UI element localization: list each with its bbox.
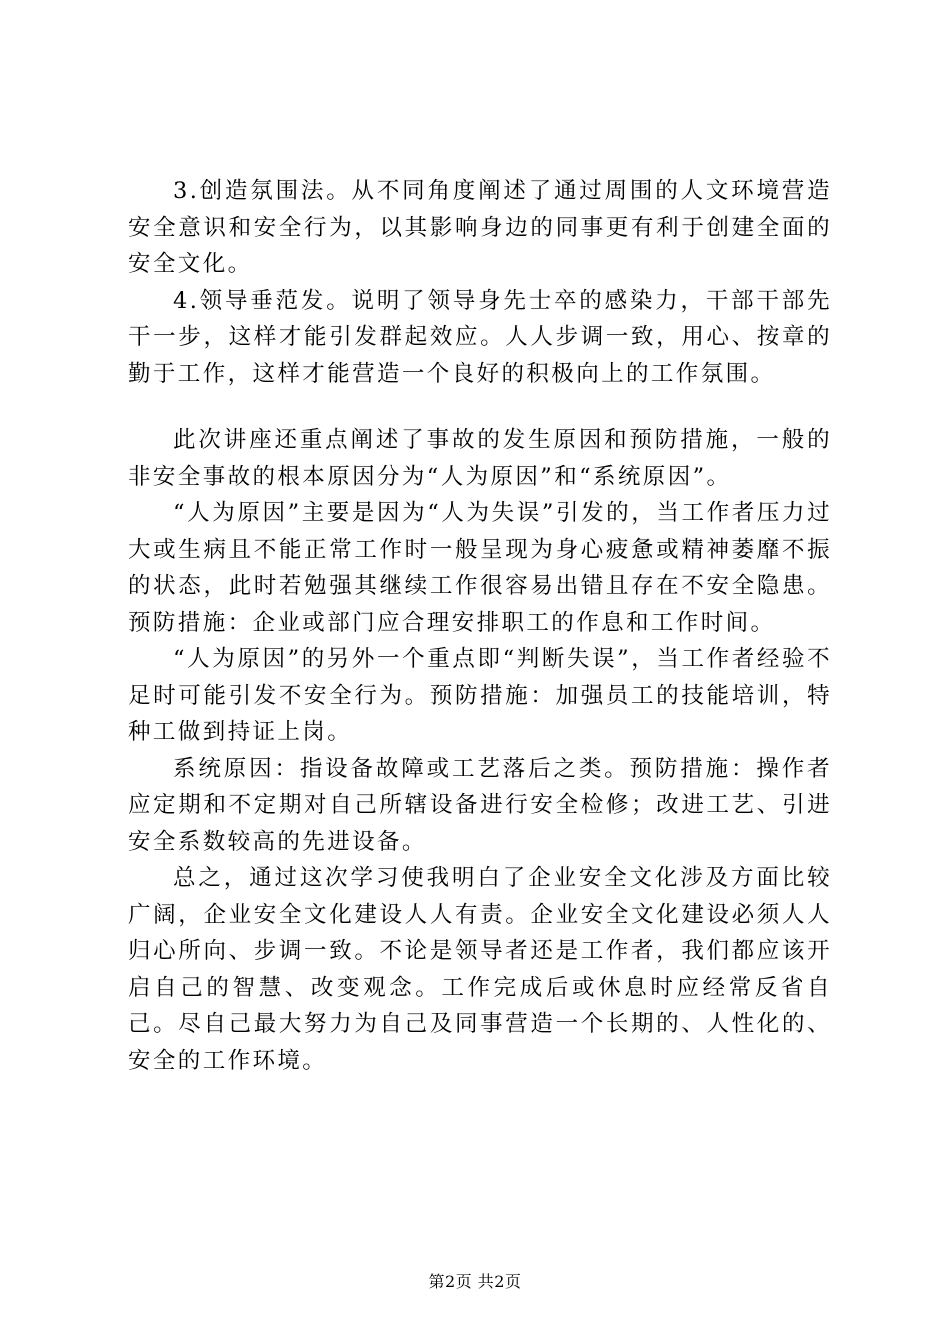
- paragraph-human-error: “人为原因”主要是因为“人为失误”引发的，当工作者压力过大或生病且不能正常工作时一般呈现为身心疲惫或精神萎靡不振的状态，此时若勉强其继续工作很容易出错且存在不安全隐患。预防措施：企业或部门应合理安排职工的作息和工作时间。: [128, 500, 832, 636]
- document-body: [128, 173, 832, 1079]
- page-number-footer: 第2页 共2页: [428, 1272, 522, 1291]
- paragraph-lecture-accident-causes: 此次讲座还重点阐述了事故的发生原因和预防措施，一般的非安全事故的根本原因分为“人为原因”和“系统原因”。: [128, 427, 832, 490]
- paragraph-leadership-example: 4.领导垂范发。说明了领导身先士卒的感染力，干部干部先干一步，这样才能引发群起效应。人人步调一致，用心、按章的勤于工作，这样才能营造一个良好的积极向上的工作氛围。: [128, 287, 832, 387]
- paragraph-system-causes: 系统原因：指设备故障或工艺落后之类。预防措施：操作者应定期和不定期对自己所辖设备进行安全检修；改进工艺、引进安全系数较高的先进设备。: [128, 755, 832, 855]
- paragraph-spacer: [128, 392, 832, 422]
- paragraph-creating-atmosphere-method: 3.创造氛围法。从不同角度阐述了通过周围的人文环境营造安全意识和安全行为，以其影响身边的同事更有利于创建全面的安全文化。: [128, 178, 832, 277]
- paragraph-conclusion: 总之，通过这次学习使我明白了企业安全文化涉及方面比较广阔，企业安全文化建设人人有责。企业安全文化建设必须人人归心所向、步调一致。不论是领导者还是工作者，我们都应该开启自己的智慧、改变观念。工作完成后或休息时应经常反省自己。尽自己最大努力为自己及同事营造一个长期的、人性化的、安全的工作环境。: [128, 865, 832, 1074]
- paragraph-judgment-error: “人为原因”的另外一个重点即“判断失误”，当工作者经验不足时可能引发不安全行为。预防措施：加强员工的技能培训，特种工做到持证上岗。: [128, 646, 832, 745]
